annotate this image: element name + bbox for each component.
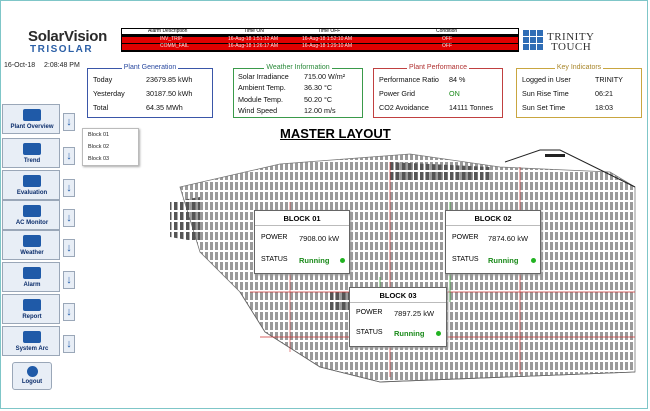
- nav-weather[interactable]: [2, 230, 72, 260]
- solar-field-layout-map[interactable]: [90, 142, 640, 397]
- value-sun-rise: 06:21: [595, 89, 613, 98]
- value-today: 23679.85 kWh: [146, 75, 193, 84]
- alarm-table-header: [121, 28, 519, 35]
- alarm-table[interactable]: [121, 28, 519, 52]
- label-sun-rise: Sun Rise Time: [522, 89, 569, 98]
- alarm-dropdown-arrow[interactable]: ↓: [63, 271, 75, 289]
- label-power-grid: Power Grid: [379, 89, 415, 98]
- system-arc-button[interactable]: System Arc: [2, 326, 60, 356]
- label-total: Total: [93, 103, 109, 112]
- monitor-icon: [23, 205, 41, 217]
- dropdown-item-block-01[interactable]: Block 01: [88, 132, 110, 138]
- weather-button[interactable]: Weather: [2, 230, 60, 260]
- alarm-cell: COMM_FAIL: [160, 43, 189, 49]
- block-power-value: 7874.60 kW: [488, 234, 529, 243]
- block-02-card[interactable]: [445, 210, 541, 274]
- report-dropdown-arrow[interactable]: ↓: [63, 303, 75, 321]
- ac-monitor-button[interactable]: AC Monitor: [2, 200, 60, 230]
- label-module-temp: Module Temp.: [238, 95, 284, 104]
- power-icon: [27, 366, 38, 377]
- label-irradiance: Solar Irradiance: [238, 72, 289, 81]
- evaluation-button[interactable]: Evaluation: [2, 170, 60, 200]
- trinity-touch-logo-icon: [523, 30, 543, 50]
- status-indicator-icon: [531, 258, 536, 263]
- label-yesterday: Yesterday: [93, 89, 125, 98]
- label-wind-speed: Wind Speed: [238, 106, 278, 115]
- value-performance-ratio: 84 %: [449, 75, 466, 84]
- ac-monitor-dropdown-arrow[interactable]: ↓: [63, 209, 75, 227]
- block-status-value: Running: [488, 256, 519, 265]
- alarm-cell: 16-Aug-18 1:52:10 AM: [302, 36, 353, 42]
- power-label: POWER: [356, 309, 383, 316]
- value-yesterday: 30187.50 kWh: [146, 89, 193, 98]
- nav-report[interactable]: [2, 294, 72, 324]
- label-today: Today: [93, 75, 113, 84]
- panel-title: Key Indicators: [556, 64, 602, 71]
- power-label: POWER: [261, 234, 288, 241]
- trend-dropdown-arrow[interactable]: ↓: [63, 147, 75, 165]
- block-name: BLOCK 01: [283, 214, 321, 223]
- block-name: BLOCK 02: [474, 214, 512, 223]
- panel-title: Plant Generation: [123, 64, 177, 71]
- clipboard-icon: [23, 175, 41, 187]
- plant-overview-button[interactable]: Plant Overview: [2, 104, 60, 134]
- value-module-temp: 50.20 °C: [304, 95, 333, 104]
- bell-icon: [23, 267, 41, 279]
- panel-title: Weather Information: [266, 64, 330, 71]
- trisolar-logo: TRISOLAR: [30, 44, 94, 55]
- value-irradiance: 715.00 W/m²: [304, 72, 346, 81]
- alarm-cell: 16-Aug-18 1:51:12 AM: [228, 36, 279, 42]
- status-label: STATUS: [356, 329, 383, 336]
- status-label: STATUS: [261, 256, 288, 263]
- block-name: BLOCK 03: [379, 291, 417, 300]
- nav-alarm[interactable]: [2, 262, 72, 292]
- label-logged-in-user: Logged in User: [522, 75, 571, 84]
- cloud-icon: [23, 235, 41, 247]
- value-sun-set: 18:03: [595, 103, 613, 112]
- label-co2-avoidance: CO2 Avoidance: [379, 103, 429, 112]
- document-icon: [23, 299, 41, 311]
- block-01-card[interactable]: [254, 210, 350, 274]
- col-time-on: Time ON: [244, 28, 264, 34]
- nav-evaluation[interactable]: [2, 170, 72, 200]
- trend-button[interactable]: Trend: [2, 138, 60, 168]
- label-sun-set: Sun Set Time: [522, 103, 566, 112]
- value-ambient-temp: 36.30 °C: [304, 83, 333, 92]
- nav-trend[interactable]: [2, 138, 72, 168]
- block-power-value: 7897.25 kW: [394, 309, 435, 318]
- page-title: MASTER LAYOUT: [280, 126, 391, 141]
- alarm-button[interactable]: Alarm: [2, 262, 60, 292]
- col-condition: Condition: [436, 28, 458, 34]
- report-button[interactable]: Report: [2, 294, 60, 324]
- status-indicator-icon: [436, 331, 441, 336]
- dropdown-item-block-03[interactable]: Block 03: [88, 156, 110, 162]
- alarm-cell: OFF: [442, 43, 452, 49]
- bar-chart-icon: [23, 143, 41, 155]
- power-label: POWER: [452, 234, 479, 241]
- col-time-off: Time OFF: [318, 28, 341, 34]
- value-total: 64.35 MWh: [146, 103, 183, 112]
- current-time: 2:08:48 PM: [44, 62, 80, 69]
- value-power-grid: ON: [449, 89, 460, 98]
- network-icon: [23, 331, 41, 343]
- status-label: STATUS: [452, 256, 479, 263]
- alarm-row[interactable]: [122, 44, 518, 50]
- plant-generation-panel: [87, 64, 213, 118]
- block-power-value: 7908.00 kW: [299, 234, 340, 243]
- key-indicators-panel: [516, 64, 642, 118]
- col-alarm-description: Alarm Description: [148, 28, 188, 34]
- weather-dropdown-arrow[interactable]: ↓: [63, 239, 75, 257]
- logout-button[interactable]: Logout: [12, 362, 52, 390]
- system-arc-dropdown-arrow[interactable]: ↓: [63, 335, 75, 353]
- dropdown-item-block-02[interactable]: Block 02: [88, 144, 110, 150]
- building-icon: [23, 109, 41, 121]
- solarvision-logo: SolarVision: [28, 28, 107, 45]
- plant-performance-panel: [373, 64, 503, 118]
- label-performance-ratio: Performance Ratio: [379, 75, 439, 84]
- nav-plant-overview[interactable]: [2, 104, 72, 134]
- nav-ac-monitor[interactable]: [2, 200, 72, 230]
- alarm-cell: INV_TRIP: [160, 36, 183, 42]
- evaluation-dropdown-arrow[interactable]: ↓: [63, 179, 75, 197]
- label-ambient-temp: Ambient Temp.: [238, 83, 286, 92]
- plant-overview-dropdown-arrow[interactable]: ↓: [63, 113, 75, 131]
- block-status-value: Running: [394, 329, 425, 338]
- trinity-touch-logo: TRINITY TOUCH: [547, 31, 595, 53]
- alarm-cell: 16-Aug-18 1:29:10 AM: [302, 43, 353, 49]
- current-date: 16-Oct-18: [4, 62, 36, 69]
- alarm-cell: OFF: [442, 36, 452, 42]
- nav-system-arc[interactable]: [2, 326, 72, 356]
- value-co2-avoidance: 14111 Tonnes: [449, 103, 493, 112]
- weather-panel: [233, 64, 363, 118]
- value-logged-in-user: TRINITY: [595, 75, 623, 84]
- status-indicator-icon: [340, 258, 345, 263]
- block-03-card[interactable]: [349, 287, 447, 347]
- alarm-cell: 16-Aug-18 1:26:17 AM: [228, 43, 279, 49]
- block-status-value: Running: [299, 256, 330, 265]
- panel-title: Plant Performance: [409, 64, 467, 71]
- value-wind-speed: 12.00 m/s: [304, 106, 336, 115]
